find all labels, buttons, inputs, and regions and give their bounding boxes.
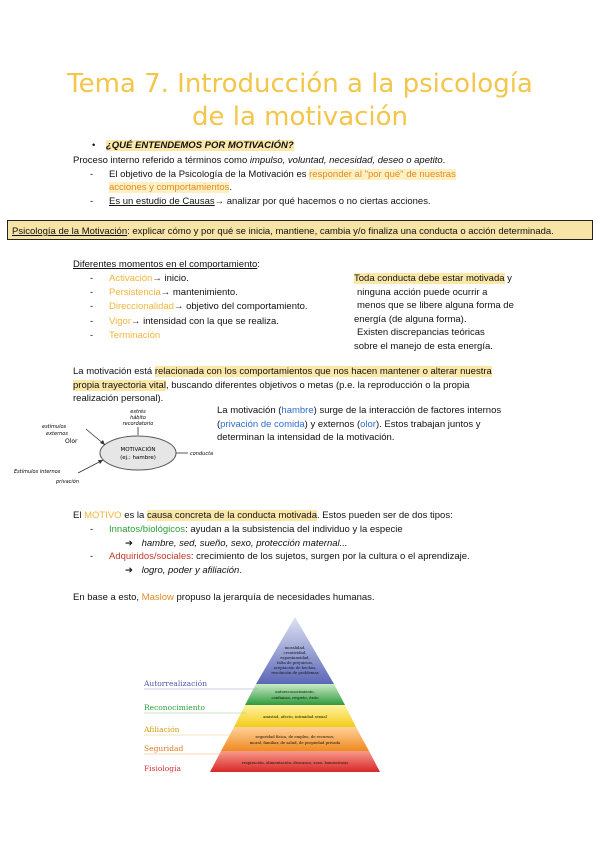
moments-heading <box>73 259 260 270</box>
maslow-name: Maslow <box>141 592 174 603</box>
objective-hl1: responder al "por qué" de nuestras <box>309 169 456 180</box>
label-reconocimiento: Reconocimiento <box>144 703 206 712</box>
label-seguridad: Seguridad <box>144 744 184 753</box>
level-text: respiración, alimentación, descanso, sexo, homeostasis <box>241 760 349 765</box>
innate-rest: : ayudan a la subsistencia del individuo y la especie <box>185 524 403 535</box>
top-label-3: recordatorio <box>122 421 154 427</box>
acq-ex-post: . <box>239 565 242 576</box>
p2-2c: ) y externos ( <box>304 418 361 430</box>
page-title-line1: Tema 7. Introducción a la psicología <box>67 69 533 99</box>
arrow-icon: ➔ <box>125 565 133 576</box>
side-l5: Existen discrepancias teóricas <box>357 327 485 338</box>
objective-line2 <box>109 182 232 193</box>
moment-rest: → inicio. <box>152 273 189 284</box>
label-afiliacion: Afiliación <box>144 725 180 734</box>
causes-line <box>109 196 431 207</box>
top-label-1: estrés <box>130 409 146 415</box>
paragraph-interaction <box>217 404 501 445</box>
causes-underlined: Es un estudio de Causas <box>109 196 215 207</box>
motivo-post: . Estos pueden ser de dos tipos: <box>317 510 453 521</box>
level-seguridad <box>221 727 369 751</box>
maslow-line <box>73 592 375 603</box>
p2-1b: hambre <box>281 405 314 416</box>
side-l3: menos que se libere alguna forma de <box>357 300 514 311</box>
motivo-hl: causa concreta de la conducta motivada <box>146 510 317 521</box>
p2-3: determinan la intensidad de la motivación. <box>217 432 395 443</box>
moments-list <box>90 272 308 343</box>
moment-label: Vigor <box>109 315 132 327</box>
level-text: espontaneidad, <box>280 655 310 660</box>
p2-2b: privación de comida <box>220 418 305 430</box>
objective-pre: El objetivo de la Psicología de la Motivación es <box>109 169 310 180</box>
box-rest: : explicar cómo y por qué se inicia, mantiene, cambia y/o finaliza una conducta o acción determinada. <box>127 226 554 237</box>
page-title-line2: de la motivación <box>191 102 409 132</box>
para1-pre: La motivación está <box>73 366 155 377</box>
causes-rest: → analizar por qué hacemos o no ciertas acciones. <box>214 196 431 207</box>
label-fisiologia: Fisiología <box>144 764 181 773</box>
level-text: resolución de problemas <box>271 670 319 675</box>
moments-colon: : <box>257 259 260 270</box>
side-hl: Toda conducta debe estar motivada <box>354 273 505 284</box>
acquired-example <box>125 565 242 576</box>
innate-label: Innatos/biológicos <box>109 524 186 535</box>
dash: - <box>90 169 94 180</box>
side-l1b: y <box>504 273 512 284</box>
side-l2: ninguna acción puede ocurrir a <box>357 286 488 298</box>
paragraph-relation <box>73 365 492 406</box>
question-heading <box>92 140 294 151</box>
innate-example <box>125 538 348 549</box>
moments-heading-text: Diferentes momentos en el comportamiento <box>73 259 258 270</box>
arrow-icon: ➔ <box>125 538 133 549</box>
def-terms: impulso, voluntad, necesidad, deseo o apetito <box>249 155 443 166</box>
level-text: amistad, afecto, intimidad sexual <box>263 714 327 719</box>
list-item: - Terminación <box>90 329 161 341</box>
left-label-2: externos <box>46 431 68 437</box>
definition-line <box>73 155 445 166</box>
level-text: moral, familiar, de salud, de propiedad privada <box>249 740 341 745</box>
moment-label: Persistencia <box>109 287 161 299</box>
moment-rest: → objetivo del comportamiento. <box>173 301 308 313</box>
maslow-pre: En base a esto, <box>73 592 142 603</box>
level-text: moralidad, <box>284 645 306 650</box>
list-item: - Direccionalidad→ objetivo del comportamiento. <box>90 301 308 313</box>
moment-label: Terminación <box>109 329 161 341</box>
p2-1c: ) surge de la interacción de factores internos <box>313 405 502 416</box>
left-label-4: Estímulos internos <box>14 469 61 475</box>
acq-rest: : crecimiento de los sujetos, surgen por la cultura o el aprendizaje. <box>190 551 470 562</box>
dash: - <box>90 196 94 207</box>
question-text: ¿QUÉ ENTENDEMOS POR MOTIVACIÓN? <box>105 140 294 151</box>
definition-box-text <box>12 226 554 237</box>
motivation-diagram <box>10 405 215 495</box>
para1-hl2: propia trayectoria vital <box>73 379 166 391</box>
level-text: seguridad física, de empleo, de recursos, <box>255 734 335 739</box>
bullet: • <box>92 140 96 151</box>
motivo-pre: El <box>73 510 85 521</box>
acq-label: Adquiridos/sociales <box>109 551 191 562</box>
center-label-2: (ej.: hambre) <box>120 455 156 461</box>
innate-line: - Innatos/biológicos: ayudan a la subsistencia del individuo y la especie <box>90 524 403 535</box>
list-item: - Persistencia→ mantenimiento. <box>90 287 238 299</box>
para1-post2: realización personal). <box>73 393 164 404</box>
acq-ex: logro, poder y afiliación <box>141 565 240 576</box>
level-text: confianza, respeto, éxito <box>271 695 319 700</box>
objective-hl2: acciones y comportamientos <box>109 182 230 193</box>
def-post: . <box>442 155 446 166</box>
level-text: aceptación de hechos, <box>273 665 317 670</box>
center-label-1: MOTIVACIÓN <box>120 447 156 453</box>
left-label-5: privación <box>56 479 80 485</box>
para1-post1: , buscando diferentes objetivos o metas (p.e. la reproducción o la propia <box>165 379 470 391</box>
para1-hl1: relacionada con los comportamientos que nos hacen mantener o alterar nuestra <box>154 366 492 377</box>
arrowhead <box>100 440 105 445</box>
moment-rest: → intensidad con la que se realiza. <box>131 315 279 327</box>
moment-label: Direccionalidad <box>109 301 174 313</box>
box-underlined: Psicología de la Motivación <box>12 226 128 237</box>
moments-side-note <box>354 272 514 353</box>
side-l6: sobre el manejo de esta energía. <box>354 340 493 352</box>
level-text: autoreconocimiento, <box>275 689 315 694</box>
objective-line1 <box>109 169 456 180</box>
right-label: conducta <box>190 451 214 457</box>
motivo-word: MOTIVO <box>84 510 122 521</box>
top-label-2: hábito <box>130 415 146 421</box>
p2-1a: La motivación ( <box>217 405 282 416</box>
maslow-pyramid <box>140 612 390 777</box>
motivation-ellipse <box>100 436 176 470</box>
p2-2a: ( <box>217 418 221 430</box>
p2-2d: olor <box>360 418 376 430</box>
moment-label: Activación <box>109 273 153 284</box>
maslow-post: propuso la jerarquía de necesidades humanas. <box>173 592 375 603</box>
innate-ex: hambre, sed, sueño, sexo, protección maternal... <box>141 538 348 549</box>
list-item: - Activación→ inicio. <box>90 273 189 284</box>
list-item: - Vigor→ intensidad con la que se realiza. <box>90 315 279 327</box>
p2-2e: ). Estos trabajan juntos y <box>375 418 481 430</box>
left-label-1: estímulos <box>42 424 67 430</box>
def-pre: Proceso interno referido a términos como <box>73 155 250 166</box>
level-text: falta de prejuicios, <box>277 660 313 665</box>
moment-rest: → mantenimiento. <box>160 287 238 299</box>
left-label-3: Olor <box>65 438 78 445</box>
objective-post: . <box>229 182 233 193</box>
label-autorrealizacion: Autorrealización <box>144 679 208 688</box>
motivo-mid: es la <box>121 510 147 521</box>
level-text: creatividad, <box>283 650 307 655</box>
motivo-line <box>73 510 453 521</box>
side-l4: energía (de alguna forma). <box>354 313 467 325</box>
acquired-line: - Adquiridos/sociales: crecimiento de los sujetos, surgen por la cultura o el aprendizaje. <box>90 551 470 562</box>
